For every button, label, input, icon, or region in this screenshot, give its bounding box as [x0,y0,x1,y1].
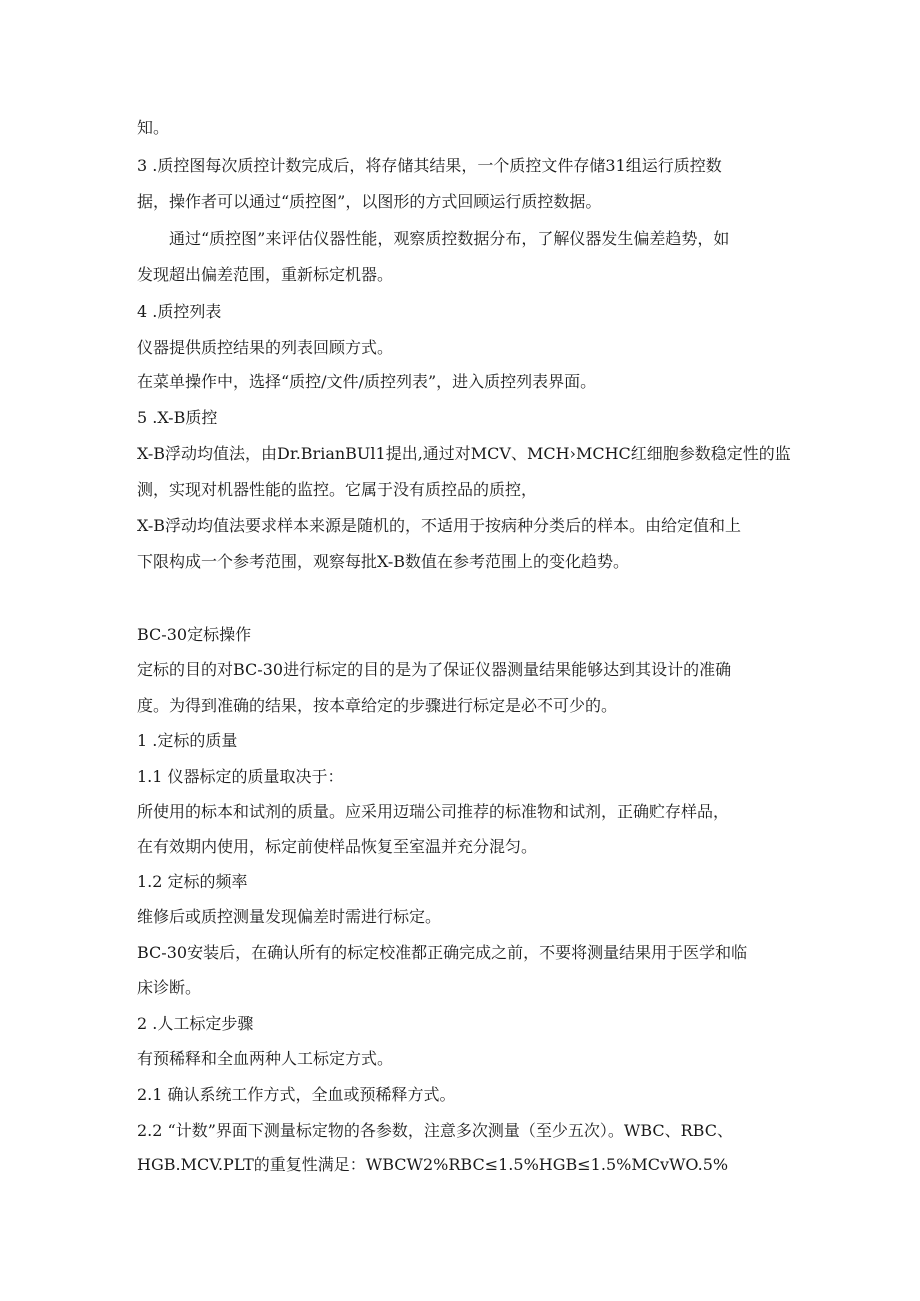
text-line: 所使用的标本和试剂的质量。应采用迈瑞公司推荐的标准物和试剂，正确贮存样品， [137,802,730,821]
text-line: 在菜单操作中，选择“质控/文件/质控列表”，进入质控列表界面。 [137,372,597,391]
text-line: 有预稀释和全血两种人工标定方式。 [137,1049,394,1068]
text-line: 下限构成一个参考范围，观察每批X-B数值在参考范围上的变化趋势。 [137,552,629,571]
text-line: 床诊断。 [137,978,202,997]
text-line: 测，实现对机器性能的监控。它属于没有质控品的质控， [137,480,538,499]
text-line: 知。 [137,118,170,137]
text-line: 据，操作者可以通过“质控图”，以图形的方式回顾运行质控数据。 [137,192,602,211]
section-heading: 5 .X-B质控 [137,408,218,427]
text-line: 仪器提供质控结果的列表回顾方式。 [137,338,394,357]
text-line: 通过“质控图”来评估仪器性能，观察质控数据分布，了解仪器发生偏差趋势，如 [169,229,730,248]
text-line: 定标的目的对BC-30进行标定的目的是为了保证仪器测量结果能够达到其设计的准确 [137,660,732,679]
chapter-heading: BC-30定标操作 [137,625,252,644]
text-line: HGB.MCV.PLT的重复性满足：WBCW2%RBC≤1.5%HGB≤1.5%MCvWO.5% [137,1155,729,1174]
text-line: 度。为得到准确的结果，按本章给定的步骤进行标定是必不可少的。 [137,696,618,715]
subsection-heading: 1.1 仪器标定的质量取决于： [137,767,344,786]
section-heading: 2 .人工标定步骤 [137,1014,254,1033]
text-line: X-B浮动均值法要求样本来源是随机的，不适用于按病种分类后的样本。由给定值和上 [137,516,741,535]
subsection-heading: 2.2 “计数”界面下测量标定物的各参数，注意多次测量（至少五次）。WBC、RBC、 [137,1121,733,1140]
text-line: X-B浮动均值法，由Dr.BrianBUl1提出,通过对MCV、MCH›MCHC红细胞参数稳定性的监 [137,444,791,463]
text-line: BC-30安装后，在确认所有的标定校准都正确完成之前，不要将测量结果用于医学和临 [137,943,748,962]
text-line: 3 .质控图每次质控计数完成后，将存储其结果，一个质控文件存储31组运行质控数 [137,156,722,175]
subsection-heading: 1.2 定标的频率 [137,872,248,891]
text-line: 维修后或质控测量发现偏差时需进行标定。 [137,907,442,926]
subsection-heading: 2.1 确认系统工作方式，全血或预稀释方式。 [137,1085,456,1104]
text-line: 在有效期内使用，标定前使样品恢复至室温并充分混匀。 [137,837,538,856]
section-heading: 4 .质控列表 [137,302,222,321]
text-line: 发现超出偏差范围，重新标定机器。 [137,265,394,284]
section-heading: 1 .定标的质量 [137,731,238,750]
